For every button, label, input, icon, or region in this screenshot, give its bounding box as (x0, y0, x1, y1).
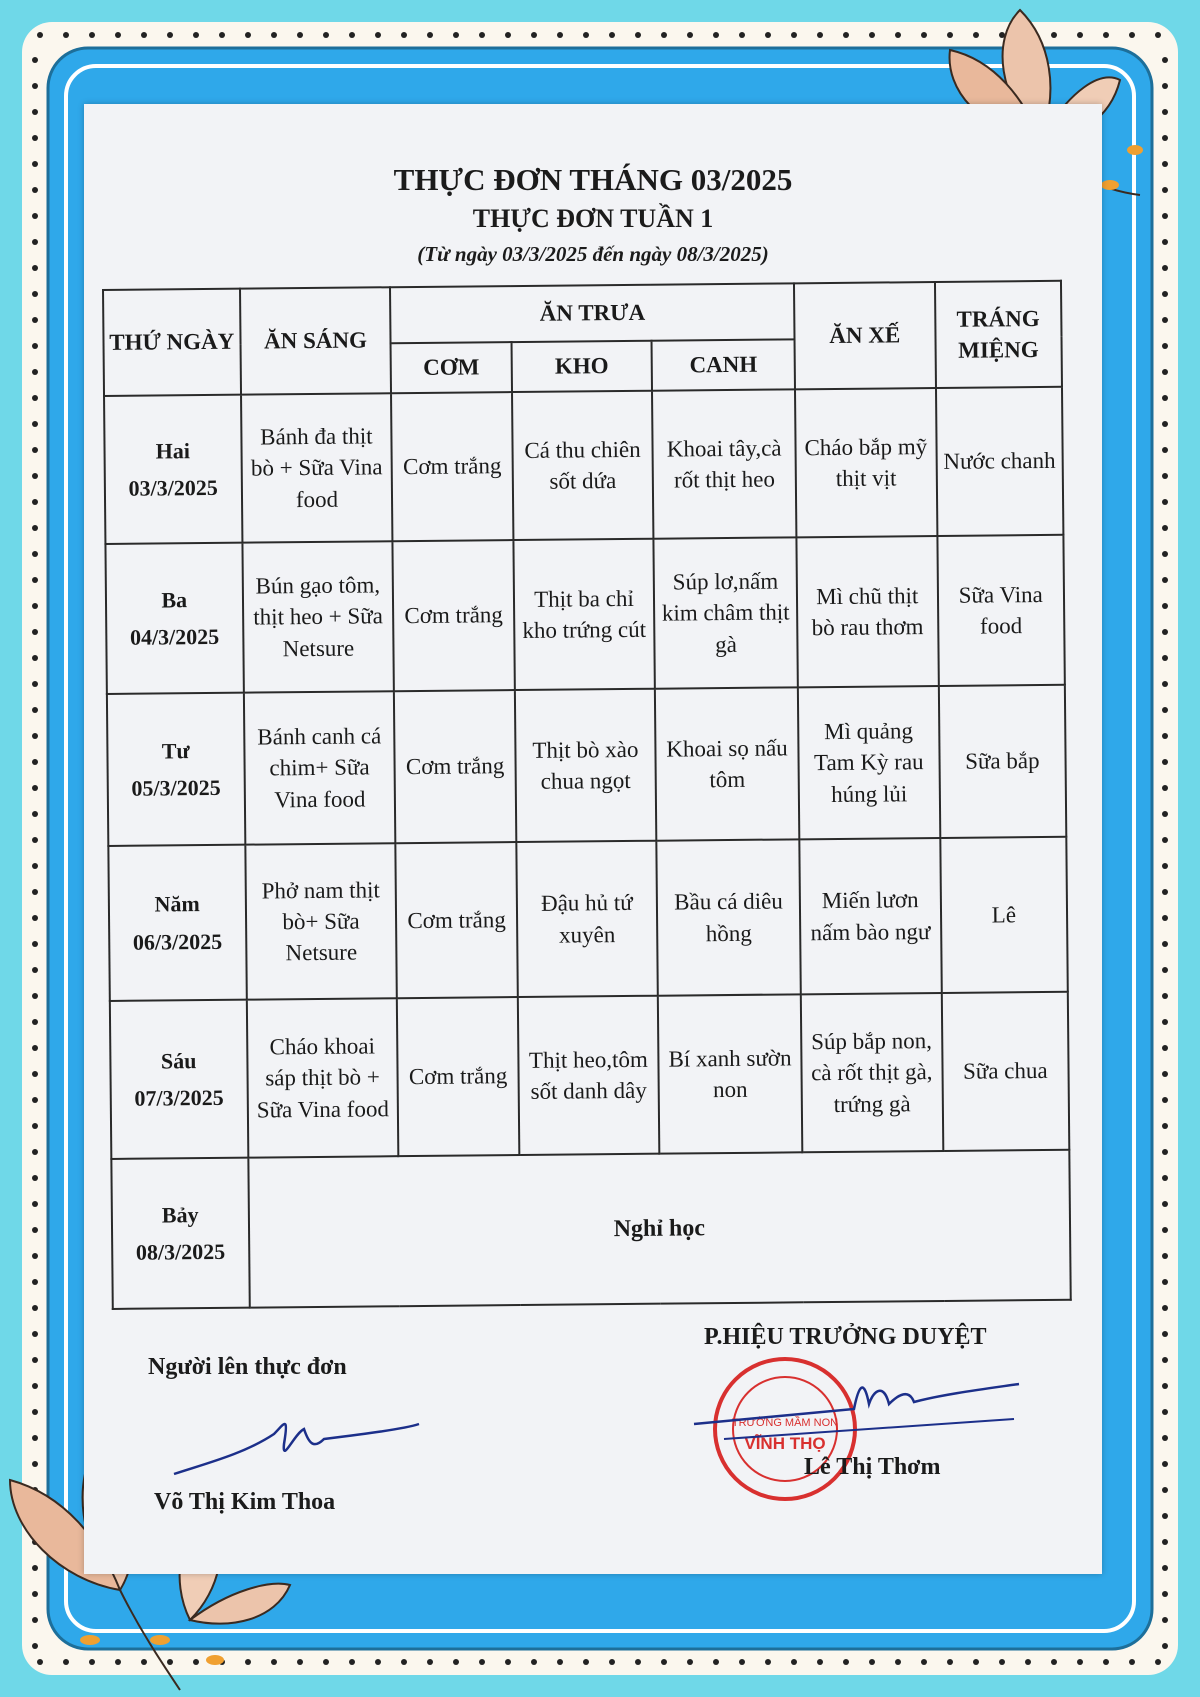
header-dessert: TRÁNG MIỆNG (935, 281, 1062, 388)
breakfast-cell: Cháo khoai sáp thịt bò + Sữa Vina food (246, 998, 398, 1157)
dessert-cell: Sữa bắp (938, 685, 1066, 838)
snack-cell: Mì chũ thịt bò rau thơm (796, 536, 938, 687)
breakfast-cell: Bún gạo tôm, thịt heo + Sữa Netsure (242, 541, 394, 692)
day-cell (108, 845, 246, 1001)
snack-cell: Mì quảng Tam Kỳ rau húng lủi (798, 686, 940, 839)
soup-cell: Khoai tây,cà rốt thịt heo (652, 389, 796, 538)
menu-paper (84, 104, 1102, 1574)
braised-cell: Đậu hủ tứ xuyên (516, 841, 658, 997)
soup-cell: Bí xanh sườn non (658, 994, 802, 1153)
day-date: 06/3/2025 (132, 928, 223, 955)
braised-cell: Thịt bò xào chua ngọt (515, 689, 657, 842)
approver-name: Lê Thị Thơm (804, 1454, 941, 1480)
approver-title: P.HIỆU TRƯỞNG DUYỆT (704, 1324, 987, 1350)
day-date: 03/3/2025 (128, 474, 218, 501)
header-breakfast: ĂN SÁNG (240, 287, 392, 394)
day-name: Sáu (160, 1047, 197, 1074)
day-cell (104, 395, 242, 544)
soup-cell: Bầu cá diêu hồng (657, 839, 801, 995)
table-row (104, 387, 1063, 544)
menu-table (102, 280, 1072, 1310)
braised-cell: Thịt ba chỉ kho trứng cút (513, 539, 655, 690)
table-row (107, 685, 1066, 846)
dessert-cell: Lê (940, 837, 1068, 993)
header-lunch: ĂN TRƯA (390, 283, 794, 343)
day-cell (110, 1000, 248, 1159)
day-name: Hai (155, 437, 191, 464)
breakfast-cell: Bánh canh cá chim+ Sữa Vina food (243, 691, 395, 844)
snack-cell: Cháo bắp mỹ thịt vịt (795, 388, 937, 537)
dessert-cell: Nước chanh (936, 387, 1064, 536)
day-name: Năm (154, 891, 200, 917)
rice-cell: Cơm trắng (394, 690, 516, 843)
header-rice: CƠM (391, 342, 512, 393)
table-row (105, 535, 1064, 694)
approver-signature (684, 1364, 1024, 1454)
day-name: Bảy (161, 1201, 199, 1228)
braised-cell: Thịt heo,tôm sốt danh dây (517, 996, 659, 1155)
rice-cell: Cơm trắng (391, 392, 513, 541)
rice-cell: Cơm trắng (393, 540, 515, 691)
dessert-cell: Sữa chua (941, 992, 1069, 1151)
day-cell (107, 693, 245, 846)
day-date: 08/3/2025 (135, 1238, 226, 1265)
day-date: 07/3/2025 (134, 1084, 224, 1111)
svg-text:VĨNH THỌ: VĨNH THỌ (744, 1434, 826, 1453)
day-name: Tư (161, 737, 190, 764)
rice-cell: Cơm trắng (396, 842, 518, 998)
snack-cell: Miến lươn nấm bào ngư (799, 838, 941, 994)
braised-cell: Cá thu chiên sốt dứa (512, 391, 654, 540)
soup-cell: Khoai sọ nấu tôm (655, 687, 799, 840)
header-snack: ĂN XẾ (794, 282, 936, 389)
day-cell (111, 1158, 249, 1309)
menu-subtitle: THỰC ĐƠN TUẦN 1 (472, 204, 714, 233)
svg-text:TRƯỜNG MẦM NON: TRƯỜNG MẦM NON (731, 1417, 839, 1429)
snack-cell: Súp bắp non, cà rốt thịt gà, trứng gà (801, 993, 943, 1152)
breakfast-cell: Bánh đa thịt bò + Sữa Vina food (241, 393, 393, 542)
preparer-name: Võ Thị Kim Thoa (154, 1489, 336, 1515)
header-braised: KHO (511, 341, 652, 392)
table-row (108, 837, 1067, 1001)
menu-title: THỰC ĐƠN THÁNG 03/2025 (393, 162, 793, 197)
header-soup: CANH (652, 339, 795, 390)
day-cell (105, 543, 243, 694)
day-name: Ba (161, 586, 188, 613)
table-row-saturday (111, 1150, 1070, 1309)
soup-cell: Súp lơ,nấm kim châm thịt gà (654, 537, 798, 688)
date-range: (Từ ngày 03/3/2025 đến ngày 08/3/2025) (417, 242, 769, 266)
rice-cell: Cơm trắng (397, 997, 519, 1156)
preparer-title: Người lên thực đơn (148, 1354, 347, 1380)
table-row (110, 992, 1069, 1159)
header-day: THỨ NGÀY (103, 289, 241, 396)
dessert-cell: Sữa Vina food (937, 535, 1065, 686)
day-date: 05/3/2025 (131, 774, 221, 801)
holiday-note: Nghỉ học (248, 1150, 1071, 1308)
preparer-signature (164, 1394, 424, 1494)
day-date: 04/3/2025 (129, 623, 220, 650)
breakfast-cell: Phở nam thịt bò+ Sữa Netsure (245, 843, 397, 999)
